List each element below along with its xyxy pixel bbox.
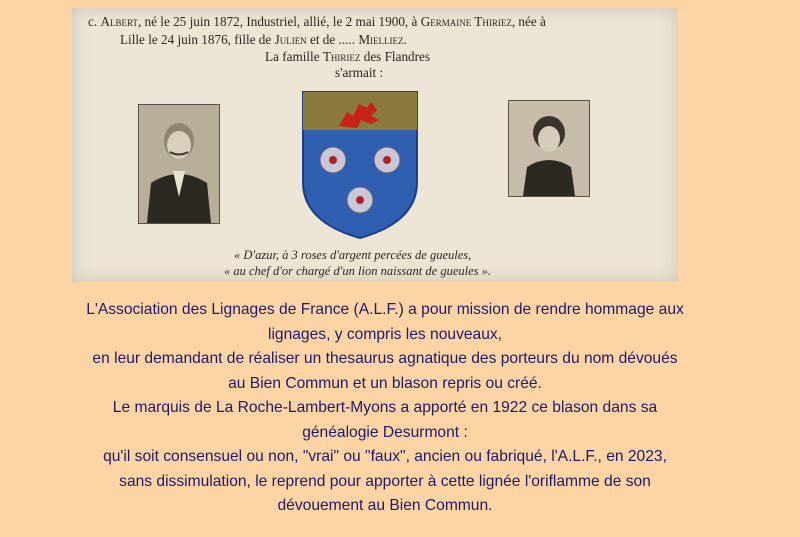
caption-line: au Bien Commun et un blason repris ou créé. [228,374,542,392]
portrait-woman-icon [509,101,589,196]
name-albert: Albert [100,14,138,29]
text: c. [88,14,101,29]
portrait-man-icon [139,105,219,223]
name-spouse: Germaine Thiriez [420,14,512,29]
caption-line: lignages, y compris les nouveaux, [267,325,503,343]
portrait-woman-photo [508,100,590,197]
text: et de ..... [306,32,359,47]
coat-of-arms [301,90,419,240]
shield-icon [301,90,419,240]
blazon-line-2: « au chef d'or chargé d'un lion naissant de gueules ». [224,264,492,278]
text: , né le 25 juin 1872, Industriel, allié, le 2 mai 1900, à [137,14,421,29]
caption-line: sans dissimulation, le reprend pour apporter à cette lignée l'oriflamme de son [119,472,651,490]
text: des Flandres [360,49,431,64]
caption-line: Le marquis de La Roche-Lambert-Myons a apporté en 1922 ce blason dans sa [112,399,658,416]
caption-line: qu'il soit consensuel ou non, "vrai" ou "faux", ancien ou fabriqué, l'A.L.F., en 2023, [103,448,667,465]
caption-text [0,298,770,519]
text: . [403,32,407,47]
caption-line: dévouement au Bien Commun. [277,497,493,514]
text: Lille le 24 juin 1876, fille de [120,32,275,47]
armed-label: s'armait : [335,65,384,80]
caption-line: en leur demandant de réaliser un thesaurus agnatique des porteurs du nom dévoués [92,350,678,367]
genealogy-line-1 [88,14,546,30]
name-father: Julien [274,32,307,47]
caption-line: généalogie Desurmont : [302,423,468,441]
name-mother: Mielliez [358,32,404,47]
portrait-man-photo [138,104,220,224]
text: La famille [265,49,323,64]
family-heading [265,49,430,65]
text: , née à [511,14,546,29]
blazon-line-1: « D'azur, à 3 roses d'argent percées de gueules, [234,248,472,262]
genealogy-line-2 [120,32,407,48]
family-name: Thiriez [322,49,361,64]
caption-line: L'Association des Lignages de France (A.L.F.) a pour mission de rendre hommage aux [86,301,684,318]
scanned-genealogy-page [72,8,678,282]
